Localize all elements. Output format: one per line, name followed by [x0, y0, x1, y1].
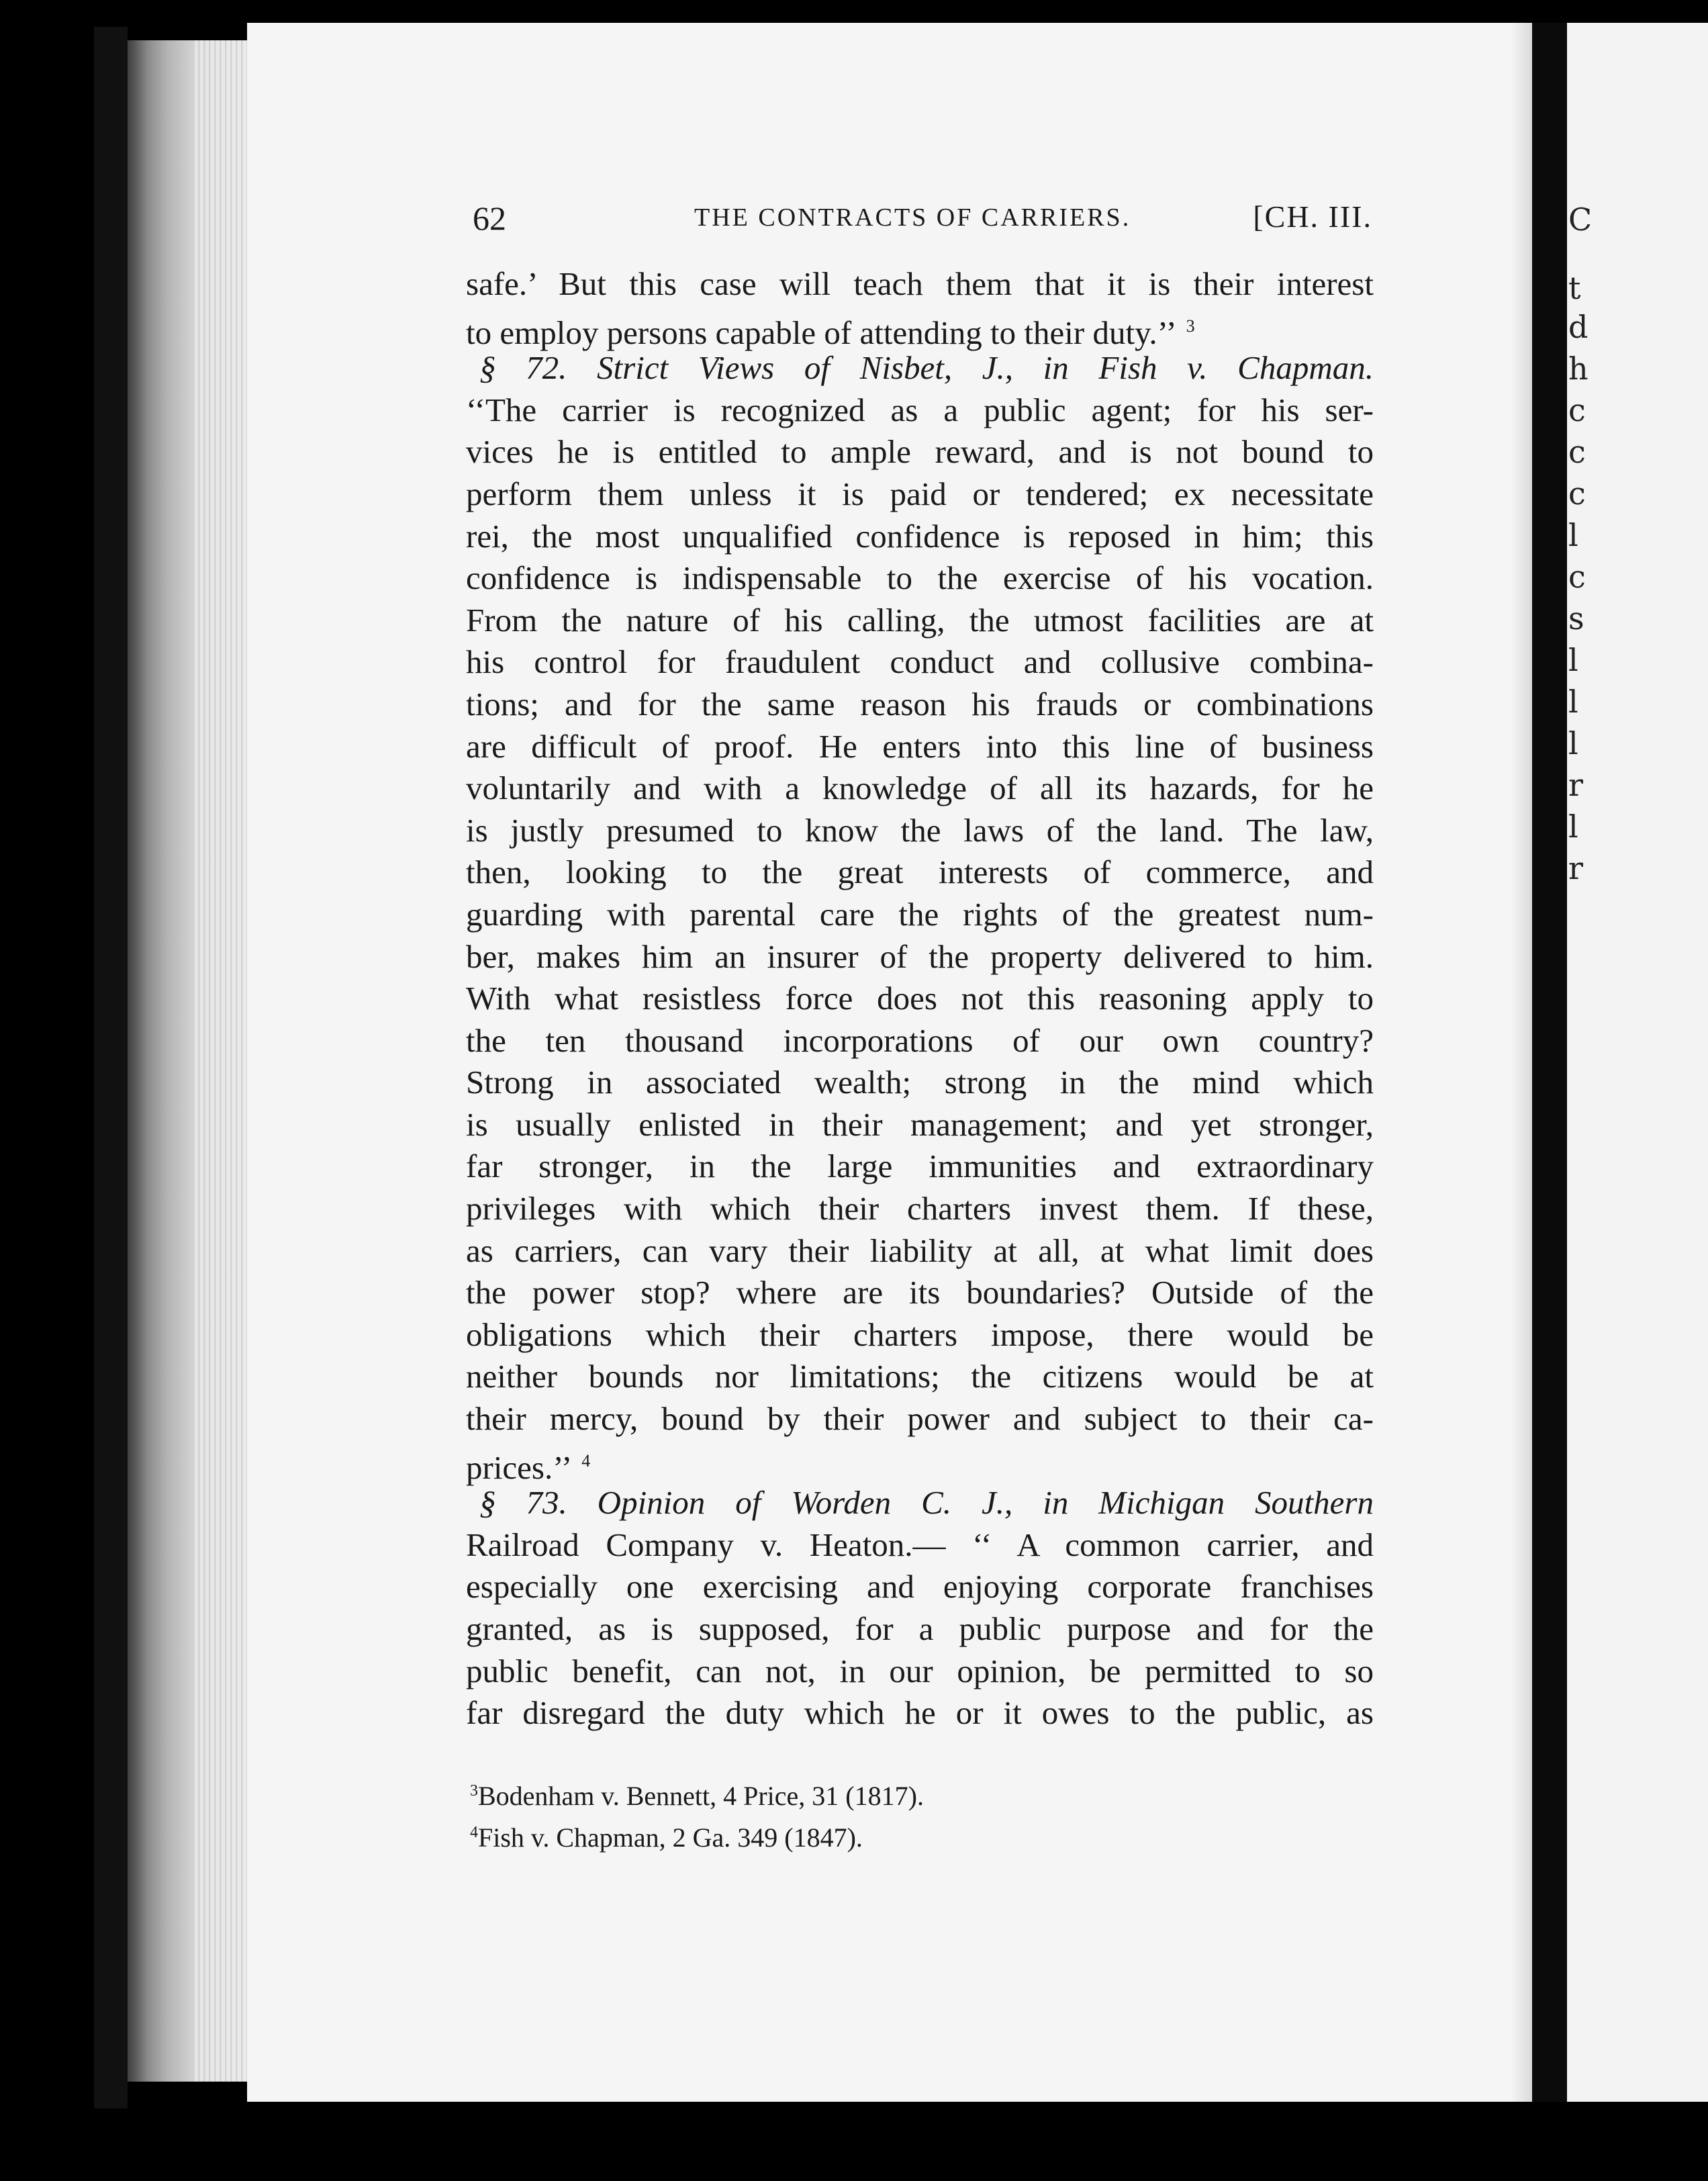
facing-fragment: l: [1568, 517, 1578, 553]
footnote-3: [470, 1773, 1343, 1814]
text-line: neither bounds nor limitations; the citizens would be at: [466, 1358, 1374, 1395]
text-line: granted, as is supposed, for a public purpose and for the: [466, 1610, 1374, 1647]
footnote-4: [470, 1814, 1343, 1856]
facing-fragment: l: [1568, 725, 1578, 761]
scan-border: [0, 0, 1708, 23]
text-line: far disregard the duty which he or it owes to the public, as: [466, 1694, 1374, 1732]
text-line: far stronger, in the large immunities and extraordinary: [466, 1148, 1374, 1185]
text-line: as carriers, can vary their liability at all, at what limit does: [466, 1232, 1374, 1269]
facing-fragment: h: [1568, 351, 1588, 387]
text-line: are difficult of proof. He enters into this line of business: [466, 727, 1374, 765]
text-line: ‘‘The carrier is recognized as a public agent; for his ser-: [466, 391, 1374, 428]
footnotes: [470, 1773, 1343, 1856]
text-line: safe.’ But this case will teach them that it is their interest: [466, 265, 1374, 302]
footnote-number: 3: [470, 1782, 478, 1800]
text-line: Railroad Company v. Heaton.— ‘‘ A common carrier, and: [466, 1526, 1374, 1563]
text-line: perform them unless it is paid or tendered; ex necessitate: [466, 475, 1374, 512]
footnote-number: 4: [470, 1824, 478, 1841]
body-text: [466, 263, 1374, 1734]
facing-fragment: l: [1568, 808, 1578, 845]
text-line: tions; and for the same reason his frauds or combinations: [466, 685, 1374, 723]
text-line: is justly presumed to know the laws of the land. The law,: [466, 811, 1374, 849]
facing-fragment: l: [1568, 684, 1578, 720]
running-title: THE CONTRACTS OF CARRIERS.: [694, 203, 1131, 232]
running-head: [466, 199, 1372, 239]
footnote-ref: 3: [1186, 316, 1195, 336]
text-line: From the nature of his calling, the utmost facilities are at: [466, 601, 1374, 639]
text-line: the ten thousand incorporations of our own country?: [466, 1021, 1374, 1059]
facing-fragment: d: [1568, 309, 1588, 345]
footnote-text: Bodenham v. Bennett, 4 Price, 31 (1817).: [478, 1781, 924, 1811]
text-line: voluntarily and with a knowledge of all its hazards, for he: [466, 770, 1374, 807]
text-line: public benefit, can not, in our opinion, be permitted to so: [466, 1652, 1374, 1689]
text-line: ber, makes him an insurer of the property delivered to him.: [466, 937, 1374, 975]
text-line-content: prices.’’: [466, 1448, 573, 1486]
text-line: guarding with parental care the rights of the greatest num-: [466, 895, 1374, 933]
text-line: [466, 306, 1374, 351]
text-line: rei, the most unqualified confidence is reposed in him; this: [466, 517, 1374, 555]
facing-fragment: c: [1568, 559, 1586, 595]
binding: [1532, 23, 1567, 2102]
text-line: is usually enlisted in their management; and yet stronger,: [466, 1105, 1374, 1143]
facing-fragment: s: [1568, 600, 1584, 637]
footnote-ref: 4: [581, 1450, 591, 1471]
text-line: especially one exercising and enjoying corporate franchises: [466, 1568, 1374, 1606]
page-number: 62: [473, 199, 506, 237]
text-line: Strong in associated wealth; strong in the mind which: [466, 1064, 1374, 1101]
facing-fragment: t: [1568, 270, 1581, 306]
facing-fragment: l: [1568, 642, 1578, 678]
text-line: privileges with which their charters invest them. If these,: [466, 1190, 1374, 1227]
text-line: their mercy, bound by their power and subject to their ca-: [466, 1400, 1374, 1438]
text-line: obligations which their charters impose, there would be: [466, 1315, 1374, 1353]
text-line: [466, 1440, 1374, 1486]
footnote-text: Fish v. Chapman, 2 Ga. 349 (1847).: [478, 1822, 863, 1853]
text-line: With what resistless force does not this reasoning apply to: [466, 980, 1374, 1017]
facing-page: [1567, 23, 1708, 2102]
facing-fragment: c: [1568, 475, 1586, 512]
section-heading-72: § 72. Strict Views of Nisbet, J., in Fish v. Chapman.: [479, 349, 1374, 387]
text-line: vices he is entitled to ample reward, and is not bound to: [466, 433, 1374, 471]
facing-fragment: r: [1568, 767, 1583, 803]
text-line: his control for fraudulent conduct and collusive combina-: [466, 643, 1374, 681]
section-heading-73: § 73. Opinion of Worden C. J., in Michigan Southern: [479, 1484, 1374, 1522]
facing-fragment: c: [1568, 434, 1586, 470]
text-line-content: to employ persons capable of attending to their duty.’’: [466, 314, 1177, 351]
facing-fragment: r: [1568, 850, 1583, 886]
chapter-label: [CH. III.: [1253, 199, 1372, 234]
text-line: the power stop? where are its boundaries? Outside of the: [466, 1274, 1374, 1311]
facing-fragment: C: [1568, 201, 1593, 238]
facing-fragment: c: [1568, 392, 1586, 428]
page-edges: [195, 40, 248, 2082]
text-line: then, looking to the great interests of commerce, and: [466, 853, 1374, 891]
spine: [94, 27, 128, 2108]
text-line: confidence is indispensable to the exercise of his vocation.: [466, 559, 1374, 597]
